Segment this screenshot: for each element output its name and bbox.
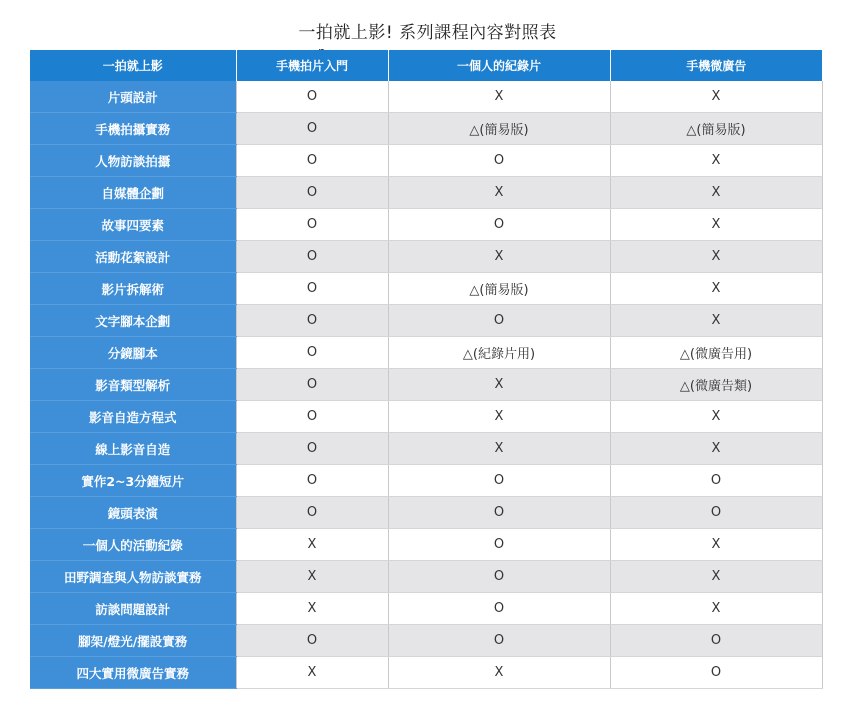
- row-label: 人物訪談拍攝: [30, 145, 236, 177]
- table-cell: X: [388, 177, 610, 209]
- row-label: 手機拍攝實務: [30, 113, 236, 145]
- row-label: 線上影音自造: [30, 433, 236, 465]
- table-row: [30, 81, 822, 113]
- table-cell: X: [610, 209, 822, 241]
- table-row: [30, 369, 822, 401]
- table-row: [30, 241, 822, 273]
- table-cell: O: [236, 625, 388, 657]
- header-cell-course-1: 手機拍片入門: [236, 50, 388, 81]
- header-cell-course-2: 一個人的紀錄片: [388, 50, 610, 81]
- table-cell: X: [610, 433, 822, 465]
- table-cell: X: [610, 401, 822, 433]
- table-row: [30, 273, 822, 305]
- table-row: [30, 337, 822, 369]
- table-cell: X: [388, 81, 610, 113]
- table-cell: O: [388, 593, 610, 625]
- table-cell: O: [610, 657, 822, 689]
- table-cell: O: [236, 145, 388, 177]
- table-cell: O: [236, 465, 388, 497]
- row-label: 一個人的活動紀錄: [30, 529, 236, 561]
- table-row: [30, 401, 822, 433]
- table-cell: X: [610, 81, 822, 113]
- table-cell: X: [610, 593, 822, 625]
- table-cell: O: [236, 497, 388, 529]
- row-label: 影音類型解析: [30, 369, 236, 401]
- table-cell: X: [236, 657, 388, 689]
- table-cell: O: [388, 529, 610, 561]
- row-label: 文字腳本企劃: [30, 305, 236, 337]
- table-cell: X: [388, 433, 610, 465]
- table-cell: O: [388, 305, 610, 337]
- table-cell: X: [388, 241, 610, 273]
- table-cell: O: [610, 465, 822, 497]
- table-cell: X: [236, 593, 388, 625]
- table-cell: O: [388, 465, 610, 497]
- row-label: 四大實用微廣告實務: [30, 657, 236, 689]
- table-row: [30, 465, 822, 497]
- row-label: 活動花絮設計: [30, 241, 236, 273]
- row-label: 故事四要素: [30, 209, 236, 241]
- table-cell: △(簡易版): [388, 273, 610, 305]
- table-body: [30, 81, 822, 689]
- table-row: [30, 625, 822, 657]
- table-cell: X: [610, 177, 822, 209]
- table-row: [30, 529, 822, 561]
- table-cell: X: [236, 529, 388, 561]
- header-row: [30, 50, 822, 81]
- table-row: [30, 561, 822, 593]
- table-cell: X: [388, 369, 610, 401]
- table-cell: O: [236, 209, 388, 241]
- table-row: [30, 145, 822, 177]
- table-cell: X: [388, 657, 610, 689]
- table-cell: O: [236, 241, 388, 273]
- table-cell: △(簡易版): [388, 113, 610, 145]
- row-label: 實作2~3分鐘短片: [30, 465, 236, 497]
- row-label: 自媒體企劃: [30, 177, 236, 209]
- table-row: [30, 113, 822, 145]
- table-row: [30, 497, 822, 529]
- table-cell: X: [610, 273, 822, 305]
- table-cell: O: [236, 113, 388, 145]
- table-cell: O: [388, 145, 610, 177]
- row-label: 腳架/燈光/擺設實務: [30, 625, 236, 657]
- table-cell: O: [236, 337, 388, 369]
- table-cell: △(紀錄片用): [388, 337, 610, 369]
- row-label: 分鏡腳本: [30, 337, 236, 369]
- page-title: 一拍就上影! 系列課程內容對照表: [298, 23, 557, 43]
- table-cell: △(簡易版): [610, 113, 822, 145]
- table-cell: X: [388, 401, 610, 433]
- table-cell: O: [388, 561, 610, 593]
- header-cell-series: 一拍就上影: [30, 50, 236, 81]
- table-cell: O: [610, 497, 822, 529]
- row-label: 訪談問題設計: [30, 593, 236, 625]
- table-cell: O: [388, 209, 610, 241]
- table-cell: O: [236, 401, 388, 433]
- table-row: [30, 209, 822, 241]
- row-label: 田野調查與人物訪談實務: [30, 561, 236, 593]
- table-cell: △(微廣告用): [610, 337, 822, 369]
- table-cell: X: [236, 561, 388, 593]
- table-cell: O: [236, 369, 388, 401]
- table-cell: X: [610, 529, 822, 561]
- table-cell: O: [236, 433, 388, 465]
- table-row: [30, 593, 822, 625]
- table-cell: O: [236, 177, 388, 209]
- row-label: 影音自造方程式: [30, 401, 236, 433]
- table-cell: O: [236, 273, 388, 305]
- row-label: 鏡頭表演: [30, 497, 236, 529]
- row-label: 片頭設計: [30, 81, 236, 113]
- table-cell: O: [388, 625, 610, 657]
- table-cell: X: [610, 561, 822, 593]
- table-row: [30, 305, 822, 337]
- table-cell: O: [236, 305, 388, 337]
- table-row: [30, 433, 822, 465]
- table-cell: △(微廣告類): [610, 369, 822, 401]
- table-cell: O: [236, 81, 388, 113]
- table-cell: X: [610, 241, 822, 273]
- table-cell: O: [610, 625, 822, 657]
- table-row: [30, 177, 822, 209]
- table-cell: X: [610, 305, 822, 337]
- row-label: 影片拆解術: [30, 273, 236, 305]
- header-cell-course-3: 手機微廣告: [610, 50, 822, 81]
- table-cell: X: [610, 145, 822, 177]
- comparison-table: [30, 50, 823, 689]
- table-cell: O: [388, 497, 610, 529]
- table-row: [30, 657, 822, 689]
